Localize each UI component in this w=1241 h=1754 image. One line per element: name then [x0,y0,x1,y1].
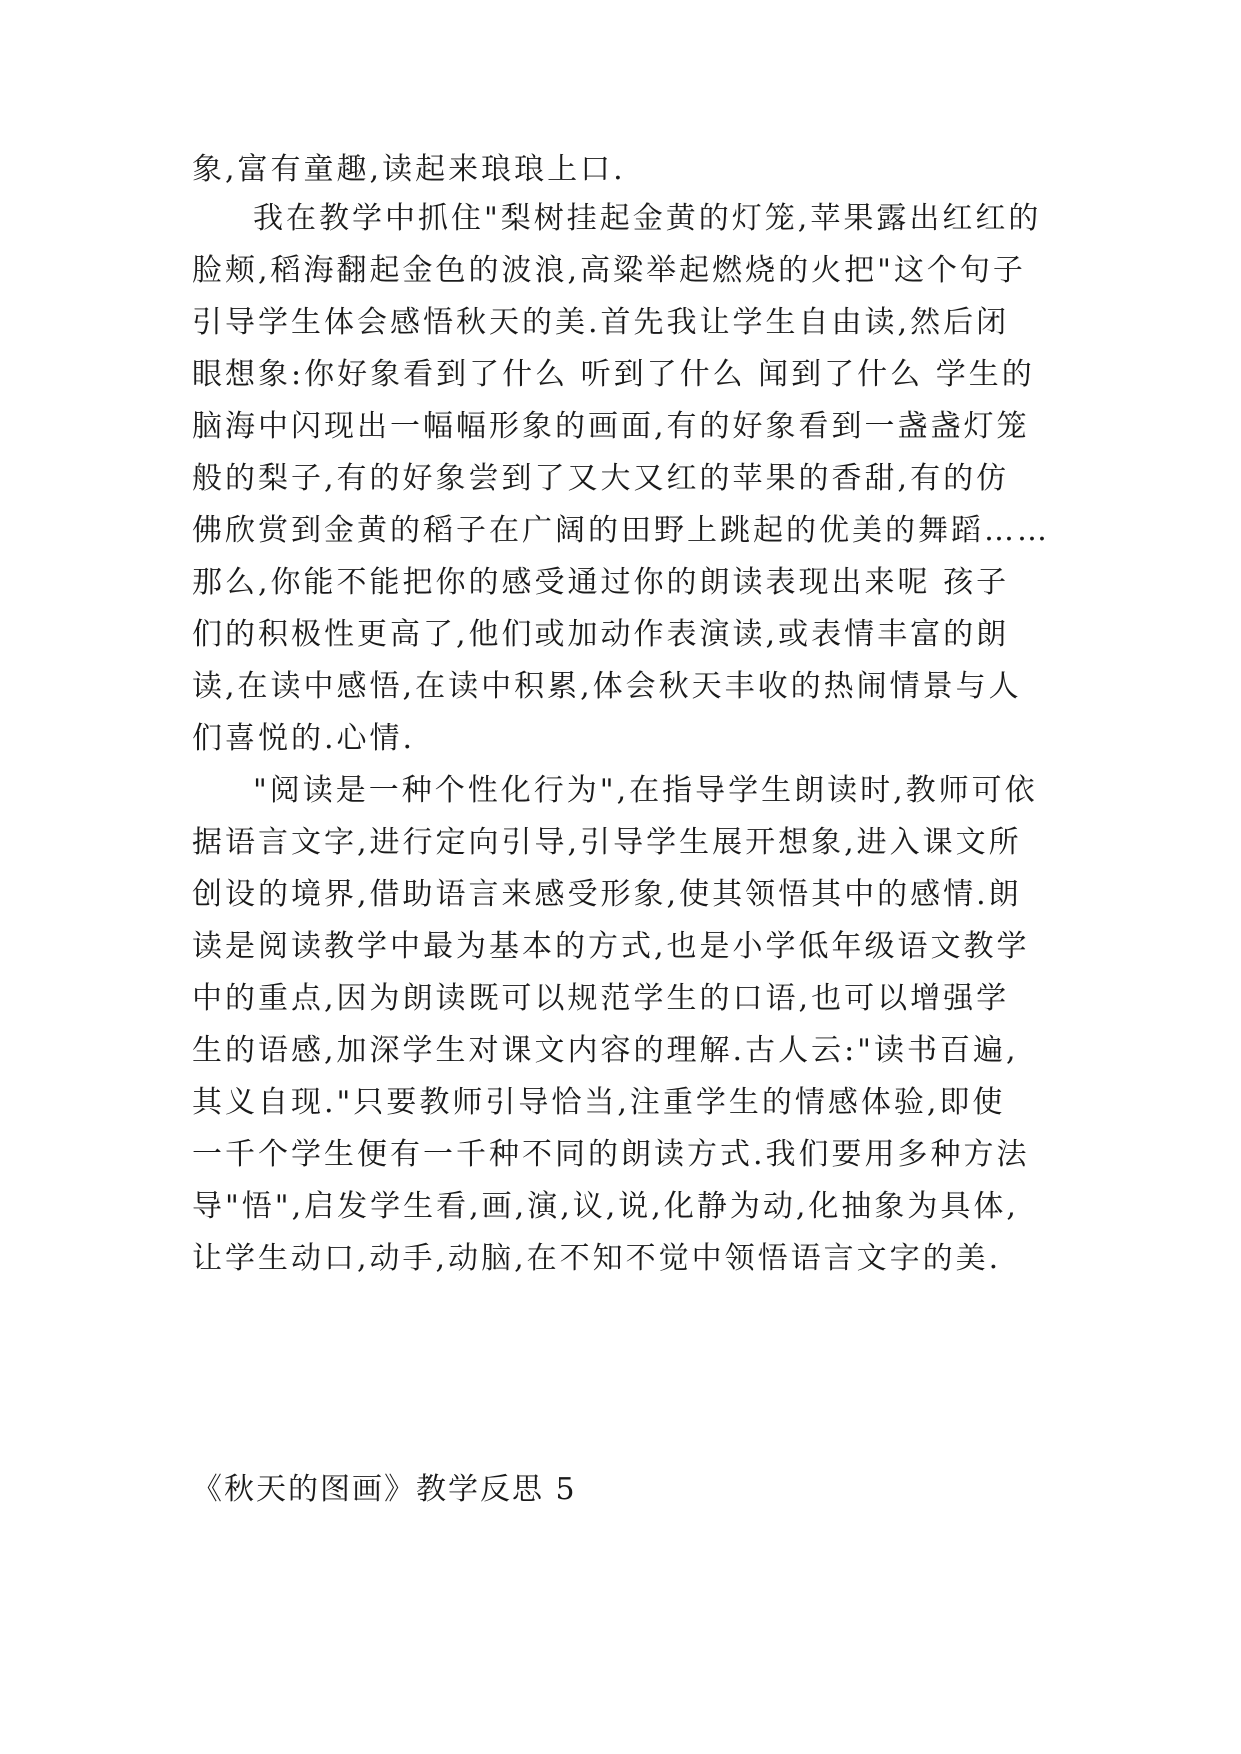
paragraph-2-line-8: 那么,你能不能把你的感受通过你的朗读表现出来呢 孩子 [192,565,1010,600]
paragraph-2-line-5: 脑海中闪现出一幅幅形象的画面,有的好象看到一盏盏灯笼 [192,409,1030,444]
paragraph-3-line-10: 让学生动口,动手,动脑,在不知不觉中领悟语言文字的美. [192,1241,1002,1276]
paragraph-2-line-11: 们喜悦的.心情. [192,721,416,756]
paragraph-3-line-2: 据语言文字,进行定向引导,引导学生展开想象,进入课文所 [192,825,1022,860]
paragraph-3-line-5: 中的重点,因为朗读既可以规范学生的口语,也可以增强学 [192,981,1010,1016]
paragraph-2-line-3: 引导学生体会感悟秋天的美.首先我让学生自由读,然后闭 [192,305,1010,340]
paragraph-2-line-6: 般的梨子,有的好象尝到了又大又红的苹果的香甜,有的仿 [192,461,1010,496]
paragraph-3-line-6: 生的语感,加深学生对课文内容的理解.古人云:"读书百遍, [192,1033,1019,1068]
paragraph-3-line-3: 创设的境界,借助语言来感受形象,使其领悟其中的感情.朗 [192,877,1022,912]
paragraph-2-line-7: 佛欣赏到金黄的稻子在广阔的田野上跳起的优美的舞蹈…… [192,513,1050,548]
paragraph-3-line-4: 读是阅读教学中最为基本的方式,也是小学低年级语文教学 [192,929,1030,964]
paragraph-2-line-10: 读,在读中感悟,在读中积累,体会秋天丰收的热闹情景与人 [192,669,1022,704]
paragraph-1-line-1: 象,富有童趣,读起来琅琅上口. [192,152,626,187]
paragraph-3-line-9: 导"悟",启发学生看,画,演,议,说,化静为动,化抽象为具体, [192,1189,1019,1224]
paragraph-2-line-9: 们的积极性更高了,他们或加动作表演读,或表情丰富的朗 [192,617,1010,652]
section-heading: 《秋天的图画》教学反思 5 [192,1472,577,1507]
paragraph-2-line-4: 眼想象:你好象看到了什么 听到了什么 闻到了什么 学生的 [192,357,1035,392]
paragraph-3-line-8: 一千个学生便有一千种不同的朗读方式.我们要用多种方法 [192,1137,1030,1172]
paragraph-2-line-1: 我在教学中抓住"梨树挂起金黄的灯笼,苹果露出红红的 [253,201,1042,236]
paragraph-2-line-2: 脸颊,稻海翻起金色的波浪,高粱举起燃烧的火把"这个句子 [192,253,1026,288]
paragraph-3-line-1: "阅读是一种个性化行为",在指导学生朗读时,教师可依 [253,773,1038,808]
paragraph-3-line-7: 其义自现."只要教师引导恰当,注重学生的情感体验,即使 [192,1085,1006,1120]
